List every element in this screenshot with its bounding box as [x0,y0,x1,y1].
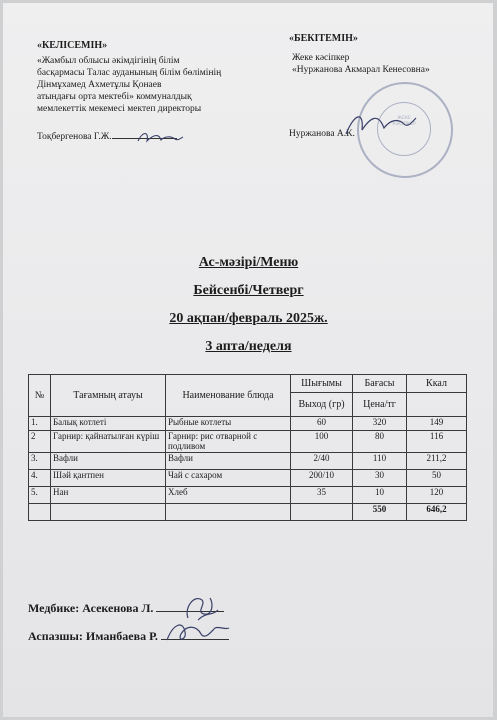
cell-yield: 35 [291,487,353,504]
cell-yield: 60 [291,417,353,431]
cell-ru-name: Рыбные котлеты [166,417,291,431]
cell-empty [51,504,166,521]
cell-ru-name: Чай с сахаром [166,470,291,487]
cell-kcal: 50 [407,470,467,487]
cell-yield: 200/10 [291,470,353,487]
cell-empty [291,504,353,521]
right-header-text [292,52,482,76]
cell-price: 320 [353,417,407,431]
left-header-line: «Жамбыл облысы әкімдігінің білім [37,56,180,66]
cell-price: 10 [353,487,407,504]
cell-yield: 100 [291,431,353,453]
col-header-yield-kz: Шығымы [291,375,353,393]
cell-kcal: 211,2 [407,453,467,470]
day-title: Бейсенбі/Четверг [193,283,304,298]
left-header-line: Дінмұхамед Ахметұлы Қонаев [37,80,162,90]
nurse-label: Медбике: Асекенова Л. [28,601,154,615]
week-title: 3 апта/неделя [205,339,292,354]
col-header-price-ru: Цена/тг [353,393,407,417]
table-row [29,470,467,487]
table-row [29,453,467,470]
col-header-kcal-empty [407,393,467,417]
cell-num: 5. [29,487,51,504]
right-header-line: Жеке кәсіпкер [292,53,350,63]
cell-num: 3. [29,453,51,470]
table-row [29,487,467,504]
cell-num: 4. [29,470,51,487]
cell-ru-name: Вафли [166,453,291,470]
right-header-line: «Нуржанова Акмарал Кенесовна» [292,65,430,75]
table-row [29,431,467,453]
cell-kz-name: Гарнир: қайнатылған күріш [51,431,166,453]
cook-signature-scribble [163,614,233,648]
left-signature-scribble [135,127,185,147]
total-kcal: 646,2 [407,504,467,521]
table-total-row [29,504,467,521]
cell-price: 30 [353,470,407,487]
menu-title: Ас-мәзірі/Меню [198,255,299,270]
right-header-title: «БЕКІТЕМІН» [289,33,358,44]
cell-kcal: 116 [407,431,467,453]
cell-empty [29,504,51,521]
cell-num: 1. [29,417,51,431]
stamp-text: ЖЕКЕ КӘСІПКЕР [392,116,416,127]
right-signature-scribble [340,100,420,145]
col-header-ru-name: Наименование блюда [166,375,291,417]
cell-price: 80 [353,431,407,453]
cell-num: 2 [29,431,51,453]
table-row [29,417,467,431]
cell-kz-name: Балық котлеті [51,417,166,431]
left-header-title: «КЕЛІСЕМІН» [37,40,108,51]
menu-table [28,374,467,521]
col-header-price-kz: Бағасы [353,375,407,393]
right-signer-name: Нуржанова А.К. [289,129,355,139]
left-signer-name: Тоқбергенова Г.Ж. [37,132,112,142]
col-header-kcal: Ккал [407,375,467,393]
col-header-kz-name: Тағамның атауы [51,375,166,417]
cell-price: 110 [353,453,407,470]
left-header-line: атындағы орта мектебі» коммуналдық [37,92,192,102]
col-header-yield-ru: Выход (гр) [291,393,353,417]
cell-ru-name: Хлеб [166,487,291,504]
date-title: 20 ақпан/февраль 2025ж. [169,311,328,326]
cell-kcal: 120 [407,487,467,504]
cell-kz-name: Шәй қантпен [51,470,166,487]
table-header-row [29,375,467,393]
cell-empty [166,504,291,521]
cell-kz-name: Нан [51,487,166,504]
cell-yield: 2/40 [291,453,353,470]
total-price: 550 [353,504,407,521]
left-header-line: мемлекеттік мекемесі мектеп директоры [37,104,202,114]
cell-kz-name: Вафли [51,453,166,470]
cell-ru-name: Гарнир: рис отварной с подливом [166,431,291,453]
left-header-text [37,55,267,115]
cell-kcal: 149 [407,417,467,431]
cook-label: Аспазшы: Иманбаева Р. [28,629,158,643]
col-header-num: № [29,375,51,417]
left-header-line: басқармасы Талас ауданының білім бөлімінің [37,68,222,78]
